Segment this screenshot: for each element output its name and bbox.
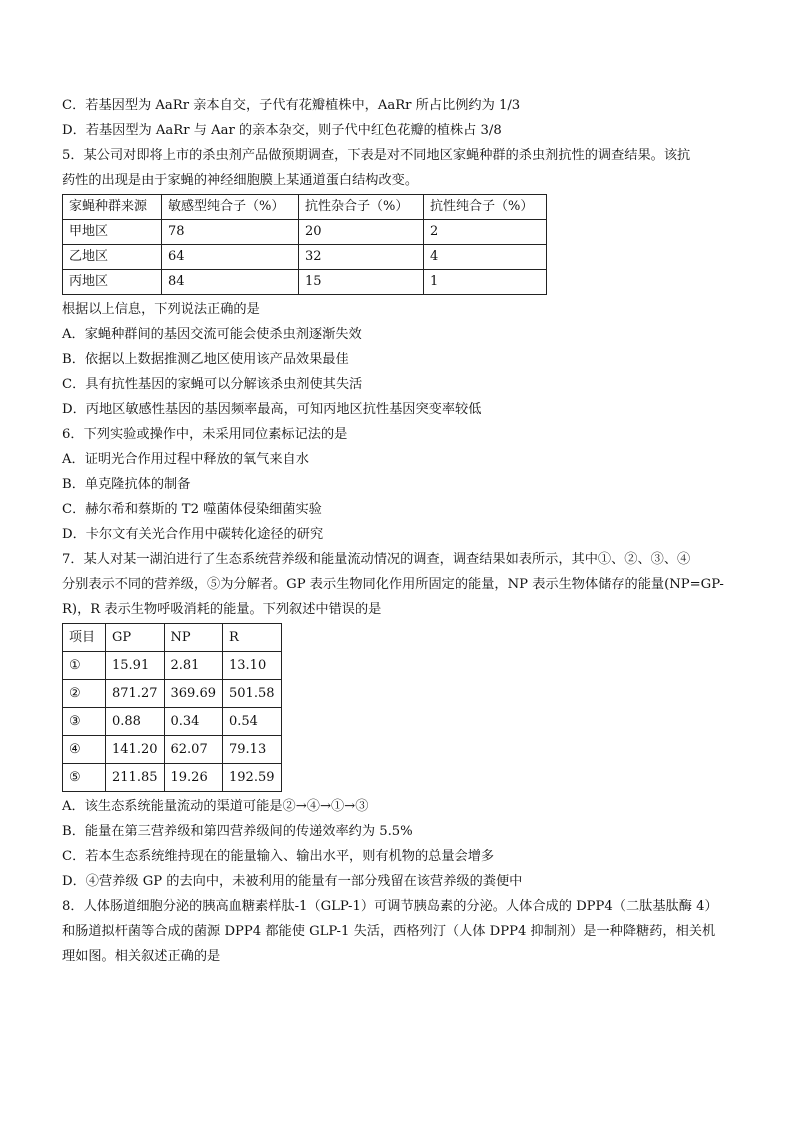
table-cell: 甲地区: [63, 220, 162, 245]
table-cell: 2: [424, 220, 547, 245]
q4-option-d: D．若基因型为 AaRr 与 Aar 的亲本杂交，则子代中红色花瓣的植株占 3/8: [62, 123, 502, 138]
table-cell: 13.10: [223, 652, 282, 680]
q4-option-c: C．若基因型为 AaRr 亲本自交，子代有花瓣植株中，AaRr 所占比例约为 1/3: [62, 98, 521, 113]
q8-stem-line2: 和肠道拟杆菌等合成的菌源 DPP4 都能使 GLP-1 失活，西格列汀（人体 DPP4 抑制剂）是一种降糖药，相关机: [62, 924, 716, 939]
table-row: [63, 220, 547, 245]
table-cell: ⑤: [63, 764, 106, 792]
table-cell: 19.26: [164, 764, 223, 792]
exam-page: [62, 93, 742, 969]
table-cell: 0.34: [164, 708, 223, 736]
table-cell: 871.27: [106, 680, 165, 708]
table-cell: 32: [299, 245, 424, 270]
table-cell: 2.81: [164, 652, 223, 680]
table-cell: 79.13: [223, 736, 282, 764]
q5-option-c: C．具有抗性基因的家蝇可以分解该杀虫剂使其失活: [62, 377, 363, 392]
q6-stem: 6．下列实验或操作中，未采用同位素标记法的是: [62, 427, 348, 442]
table-row: [63, 680, 282, 708]
table-cell: 369.69: [164, 680, 223, 708]
table-header-row: [63, 195, 547, 220]
table-cell: 0.88: [106, 708, 165, 736]
table-header-cell: 家蝇种群来源: [63, 195, 162, 220]
q6-option-c: C．赫尔希和蔡斯的 T2 噬菌体侵染细菌实验: [62, 502, 322, 517]
table-header-cell: 抗性纯合子（%）: [424, 195, 547, 220]
q6-option-d: D．卡尔文有关光合作用中碳转化途径的研究: [62, 527, 324, 542]
table-row: [63, 652, 282, 680]
q5-prompt: 根据以上信息，下列说法正确的是: [62, 302, 260, 317]
table-cell: 丙地区: [63, 270, 162, 295]
table-cell: 15: [299, 270, 424, 295]
table-header-cell: 抗性杂合子（%）: [299, 195, 424, 220]
q7-option-d: D．④营养级 GP 的去向中，未被利用的能量有一部分残留在该营养级的粪便中: [62, 874, 523, 889]
table-row: [63, 270, 547, 295]
q5-option-d: D．丙地区敏感性基因的基因频率最高，可知丙地区抗性基因突变率较低: [62, 402, 482, 417]
table-row: [63, 736, 282, 764]
table-header-cell: GP: [106, 624, 165, 652]
table-cell: ②: [63, 680, 106, 708]
table-cell: 64: [162, 245, 299, 270]
table-cell: ④: [63, 736, 106, 764]
table-cell: 192.59: [223, 764, 282, 792]
q6-option-b: B．单克隆抗体的制备: [62, 477, 191, 492]
table-cell: 78: [162, 220, 299, 245]
table-row: [63, 245, 547, 270]
table-cell: 15.91: [106, 652, 165, 680]
table-header-row: [63, 624, 282, 652]
table-cell: 0.54: [223, 708, 282, 736]
table-header-cell: NP: [164, 624, 223, 652]
q5-table: [62, 194, 547, 295]
q5-stem-line2: 药性的出现是由于家蝇的神经细胞膜上某通道蛋白结构改变。: [62, 173, 419, 188]
q7-stem-line2: 分别表示不同的营养级，⑤为分解者。GP 表示生物同化作用所固定的能量，NP 表示生物体储存的能量(NP=GP-: [62, 577, 724, 592]
q7-option-b: B．能量在第三营养级和第四营养级间的传递效率约为 5.5%: [62, 824, 413, 839]
q8-stem-line3: 理如图。相关叙述正确的是: [62, 949, 221, 964]
table-cell: 62.07: [164, 736, 223, 764]
q6-option-a: A．证明光合作用过程中释放的氧气来自水: [62, 452, 309, 467]
table-cell: 141.20: [106, 736, 165, 764]
table-header-cell: 项目: [63, 624, 106, 652]
q8-stem-line1: 8．人体肠道细胞分泌的胰高血糖素样肽-1（GLP-1）可调节胰岛素的分泌。人体合成的 DPP4（二肽基肽酶 4）: [62, 899, 718, 914]
table-cell: 乙地区: [63, 245, 162, 270]
q7-option-a: A．该生态系统能量流动的渠道可能是②→④→①→③: [62, 799, 369, 814]
q5-option-b: B．依据以上数据推测乙地区使用该产品效果最佳: [62, 352, 349, 367]
table-header-cell: R: [223, 624, 282, 652]
q7-option-c: C．若本生态系统维持现在的能量输入、输出水平，则有机物的总量会增多: [62, 849, 495, 864]
table-cell: ①: [63, 652, 106, 680]
q7-table: [62, 623, 282, 792]
table-cell: 211.85: [106, 764, 165, 792]
table-header-cell: 敏感型纯合子（%）: [162, 195, 299, 220]
q5-option-a: A．家蝇种群间的基因交流可能会使杀虫剂逐渐失效: [62, 327, 362, 342]
q7-stem-line1: 7．某人对某一湖泊进行了生态系统营养级和能量流动情况的调查，调查结果如表所示，其中①、②、③、④: [62, 552, 691, 567]
table-cell: 501.58: [223, 680, 282, 708]
table-row: [63, 708, 282, 736]
table-cell: ③: [63, 708, 106, 736]
q7-stem-line3: R)，R 表示生物呼吸消耗的能量。下列叙述中错误的是: [62, 602, 382, 617]
table-cell: 1: [424, 270, 547, 295]
q5-stem-line1: 5．某公司对即将上市的杀虫剂产品做预期调查，下表是对不同地区家蝇种群的杀虫剂抗性的调查结果。该抗: [62, 148, 691, 163]
table-row: [63, 764, 282, 792]
table-cell: 20: [299, 220, 424, 245]
table-cell: 4: [424, 245, 547, 270]
table-cell: 84: [162, 270, 299, 295]
